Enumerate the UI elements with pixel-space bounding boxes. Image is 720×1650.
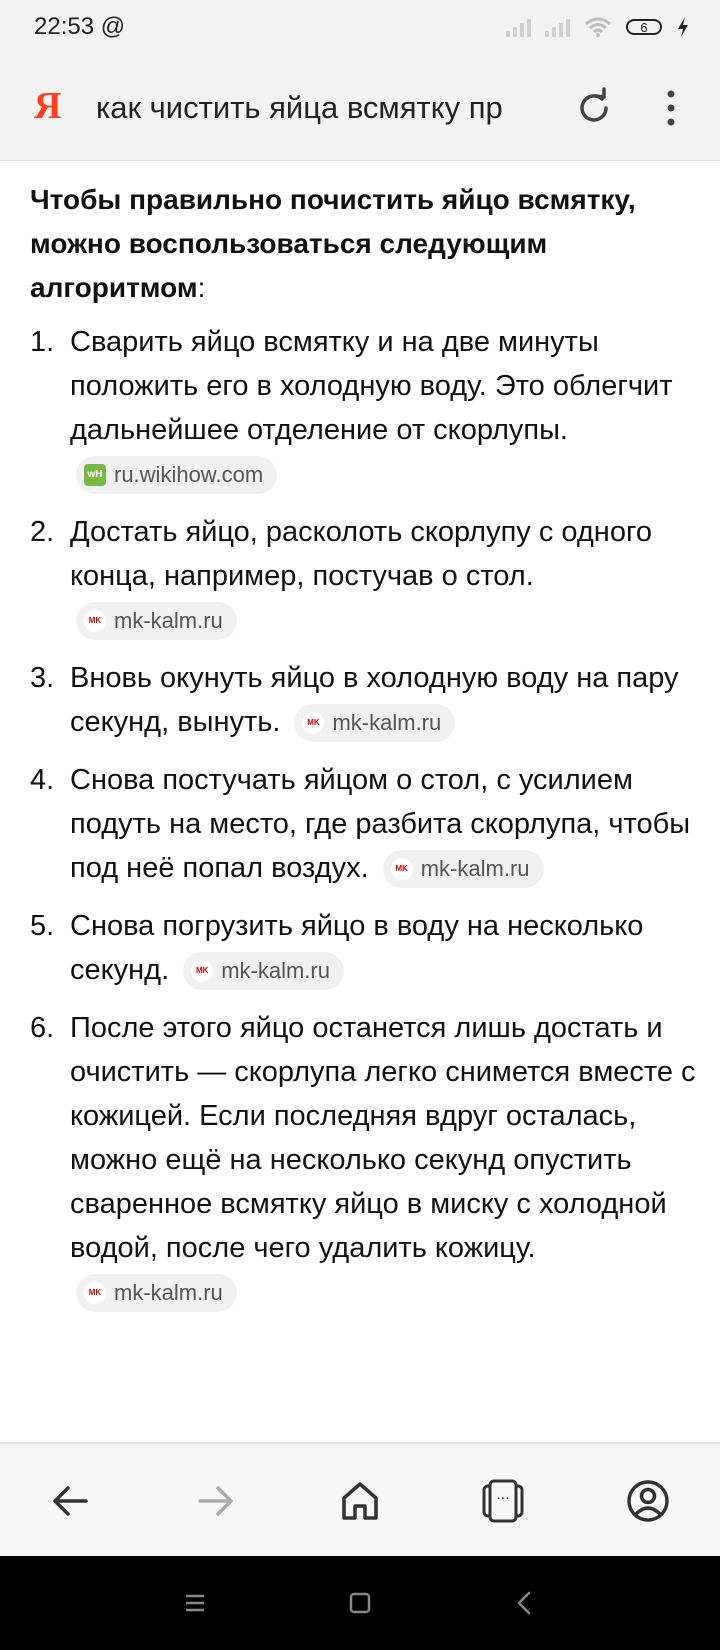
- signal-icon-2: [545, 17, 570, 37]
- source-label: mk-kalm.ru: [114, 1280, 223, 1306]
- step-item: [30, 758, 700, 890]
- step-item: [30, 656, 700, 744]
- step-number: 6.: [30, 1012, 55, 1044]
- wifi-icon: [584, 16, 612, 38]
- answer-intro: [30, 178, 700, 310]
- source-label: mk-kalm.ru: [221, 958, 330, 984]
- menu-dots-icon[interactable]: [656, 84, 686, 132]
- mk-favicon-icon: MK: [84, 610, 106, 632]
- status-bar: [0, 0, 720, 56]
- tabs-label: ...: [496, 1486, 510, 1503]
- step-number: 1.: [30, 326, 55, 358]
- status-time: [34, 13, 125, 41]
- mk-favicon-icon: MK: [191, 960, 213, 982]
- charging-icon: [676, 16, 690, 38]
- tabs-button[interactable]: [478, 1476, 528, 1526]
- mk-favicon-icon: MK: [84, 1282, 106, 1304]
- source-label: mk-kalm.ru: [420, 856, 530, 882]
- step-text: Снова постучать яйцом о стол, с усилием подуть на место, где разбита скорлупа, чтобы под неё попал воздух.: [70, 764, 691, 884]
- step-item: [30, 320, 700, 496]
- mk-favicon-icon: MK: [391, 858, 413, 880]
- back-arrow-icon[interactable]: [46, 1476, 96, 1526]
- mk-favicon-icon: MK: [302, 712, 324, 734]
- status-icons: [506, 16, 690, 38]
- source-chip[interactable]: [183, 952, 344, 990]
- step-text: Сварить яйцо всмятку и на две минуты положить его в холодную воду. Это облегчит дальнейшее отделение от скорлупы.: [70, 326, 673, 446]
- browser-toolbar: [0, 56, 720, 161]
- answer-intro-tail: :: [197, 272, 206, 303]
- step-number: 5.: [30, 910, 55, 942]
- source-label: mk-kalm.ru: [332, 710, 442, 736]
- back-chevron-icon[interactable]: [508, 1586, 542, 1620]
- profile-icon[interactable]: [623, 1476, 673, 1526]
- system-nav: [0, 1556, 720, 1650]
- step-text: Вновь окунуть яйцо в холодную воду на пару секунд, вынуть.: [70, 662, 679, 738]
- clock-text: 22:53: [34, 13, 95, 40]
- home-square-icon[interactable]: [343, 1586, 377, 1620]
- forward-arrow-icon[interactable]: [190, 1476, 240, 1526]
- recents-icon[interactable]: [178, 1586, 212, 1620]
- step-text: После этого яйцо останется лишь достать и очистить — скорлупа легко снимется вместе с кожицей. Если последняя вдруг осталась, можно ещё на несколько секунд опустить сваренное всмятку яйцо в миску с холодной водой, после чего удалить кожицу.: [70, 1012, 696, 1264]
- battery-level: 6: [640, 19, 648, 35]
- step-item: [30, 510, 700, 642]
- step-text: Достать яйцо, расколоть скорлупу с одного конца, например, постучав о стол.: [70, 516, 653, 592]
- source-chip[interactable]: [294, 704, 455, 742]
- step-item: [30, 904, 700, 992]
- url-fade: [508, 86, 548, 130]
- step-number: 3.: [30, 662, 55, 694]
- signal-icon: [506, 17, 531, 37]
- page-content: [0, 160, 720, 1443]
- step-text: Снова погрузить яйцо в воду на несколько секунд.: [70, 910, 644, 986]
- answer-intro-bold: Чтобы правильно почистить яйцо всмятку, можно воспользоваться следующим алгоритмом: [30, 184, 636, 303]
- step-number: 2.: [30, 516, 55, 548]
- home-icon[interactable]: [335, 1476, 385, 1526]
- source-label: ru.wikihow.com: [114, 462, 264, 488]
- wikihow-favicon-icon: wH: [84, 464, 106, 486]
- bottom-nav: [0, 1444, 720, 1556]
- yandex-logo[interactable]: Я: [34, 85, 62, 127]
- step-number: 4.: [30, 764, 55, 796]
- reload-icon[interactable]: [572, 86, 616, 130]
- source-chip[interactable]: [383, 850, 544, 888]
- source-label: mk-kalm.ru: [114, 608, 223, 634]
- steps-list: [30, 320, 700, 1328]
- at-icon: @: [100, 13, 126, 40]
- battery-icon: [626, 19, 662, 35]
- step-item: [30, 1006, 700, 1314]
- source-chip[interactable]: [76, 1274, 237, 1312]
- url-text: как чистить яйца всмятку пр: [96, 90, 503, 125]
- source-chip[interactable]: [76, 456, 277, 494]
- address-bar[interactable]: [96, 86, 548, 130]
- source-chip[interactable]: [76, 602, 237, 640]
